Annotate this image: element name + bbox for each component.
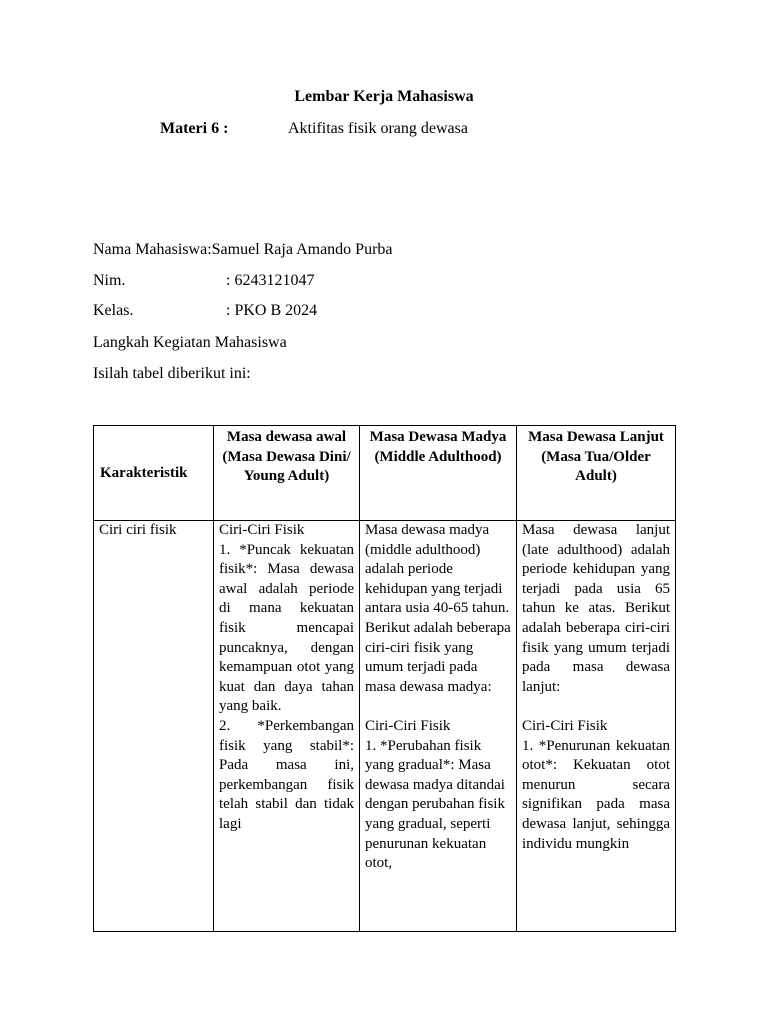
lanjut-heading: Ciri-Ciri Fisik — [522, 717, 608, 734]
lanjut-point-1: 1. *Penurunan kekuatan otot*: Kekuatan otot menurun secara signifikan pada masa dewasa lanjut, sehingga individu mungkin — [522, 737, 670, 852]
karakteristik-text: Ciri ciri fisik — [99, 522, 177, 538]
header-dewasa-madya: Masa Dewasa Madya (Middle Adulthood) — [360, 426, 517, 521]
header-dewasa-lanjut: Masa Dewasa Lanjut (Masa Tua/Older Adult) — [517, 426, 676, 521]
student-kelas-line — [93, 302, 317, 320]
table-header-row — [94, 426, 676, 521]
langkah-heading: Langkah Kegiatan Mahasiswa — [93, 334, 287, 351]
kelas-value: : PKO B 2024 — [226, 302, 318, 319]
madya-intro: Masa dewasa madya (middle adulthood) adalah periode kehidupan yang terjadi antara usia 40-65 tahun. Berikut adalah beberapa ciri-ciri fisik yang umum terjadi pada masa dewasa madya: — [365, 522, 511, 695]
header-karakteristik: Karakteristik — [94, 426, 214, 521]
characteristics-table — [93, 425, 676, 932]
header-dewasa-awal: Masa dewasa awal (Masa Dewasa Dini/ Young Adult) — [214, 426, 360, 521]
madya-heading: Ciri-Ciri Fisik — [365, 717, 451, 734]
student-nim-line — [93, 272, 314, 290]
kelas-label: Kelas. — [93, 302, 134, 319]
madya-point-1: 1. *Perubahan fisik yang gradual*: Masa dewasa madya ditandai dengan perubahan fisik yang gradual, seperti penurunan kekuatan otot, — [365, 737, 505, 872]
name-value: Samuel Raja Amando Purba — [211, 241, 393, 258]
awal-point-2: 2. *Perkembangan fisik yang stabil*: Pada masa ini, perkembangan fisik telah stabil dan tidak lagi — [219, 717, 354, 832]
document-title: Lembar Kerja Mahasiswa — [294, 88, 474, 105]
cell-karakteristik — [94, 521, 214, 932]
awal-heading: Ciri-Ciri Fisik — [219, 522, 305, 538]
materi-label: Materi 6 : — [160, 120, 229, 137]
awal-point-1: 1. *Puncak kekuatan fisik*: Masa dewasa awal adalah periode di mana kekuatan fisik mencapai puncaknya, dengan kemampuan otot yang kuat dan daya tahan yang baik. — [219, 541, 354, 715]
instruction-text: Isilah tabel diberikut ini: — [93, 365, 251, 382]
lanjut-intro: Masa dewasa lanjut (late adulthood) adalah periode kehidupan yang terjadi pada usia 65 tahun ke atas. Berikut adalah beberapa ciri-ciri fisik yang umum terjadi pada masa dewasa lanjut: — [522, 522, 670, 695]
table-row — [94, 521, 676, 932]
cell-dewasa-awal — [214, 521, 360, 932]
materi-value: Aktifitas fisik orang dewasa — [288, 120, 468, 137]
name-label: Nama Mahasiswa: — [93, 241, 212, 258]
student-name-line — [93, 241, 393, 259]
nim-label: Nim. — [93, 272, 126, 289]
materi-line — [160, 120, 468, 138]
cell-dewasa-lanjut — [517, 521, 676, 932]
nim-value: : 6243121047 — [226, 272, 315, 289]
cell-dewasa-madya — [360, 521, 517, 932]
